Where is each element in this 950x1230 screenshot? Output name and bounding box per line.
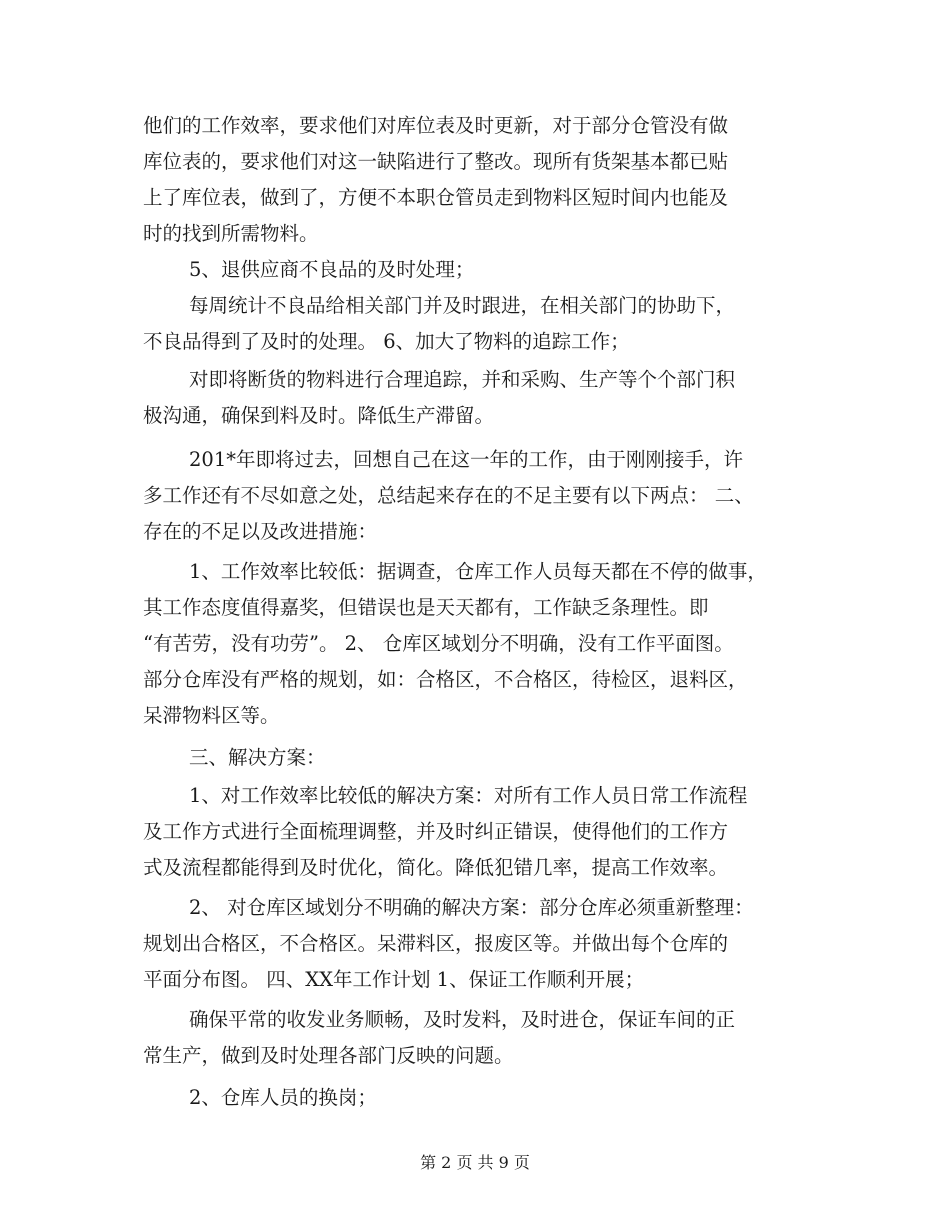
text-line: 规划出合格区，不合格区。呆滞料区，报废区等。并做出每个仓库的 [143,932,729,955]
text-line: 201*年即将过去，回想自己在这一年的工作，由于刚刚接手，许 [189,448,743,471]
text-line: 每周统计不良品给相关部门并及时跟进，在相关部门的协助下， [189,294,736,317]
text-line: 库位表的，要求他们对这一缺陷进行了整改。现所有货架基本都已贴 [143,150,729,173]
text-line: 2、仓库人员的换岗； [189,1086,377,1109]
text-line: 极沟通，确保到料及时。降低生产滞留。 [143,404,495,427]
text-line: 多工作还有不尽如意之处，总结起来存在的不足主要有以下两点： 二、 [143,484,754,507]
text-line: 平面分布图。 四、XX年工作计划 1、保证工作顺利开展； [143,968,645,991]
text-line: 式及流程都能得到及时优化，简化。降低犯错几率，提高工作效率。 [143,856,729,879]
text-line: 对即将断货的物料进行合理追踪，并和采购、生产等个个部门积 [189,368,736,391]
page-number-footer: 第 2 页 共 9 页 [420,1153,530,1172]
text-line: 5、退供应商不良品的及时处理； [189,258,475,281]
text-line: 存在的不足以及改进措施： [143,520,378,543]
text-line: 他们的工作效率，要求他们对库位表及时更新，对于部分仓管没有做 [143,114,729,137]
text-line: 上了库位表，做到了，方便不本职仓管员走到物料区短时间内也能及 [143,186,729,209]
text-line: 常生产，做到及时处理各部门反映的问题。 [143,1044,514,1067]
text-line: 时的找到所需物料。 [143,222,319,245]
text-line: 不良品得到了及时的处理。 6、加大了物料的追踪工作； [143,330,630,353]
text-line: 确保平常的收发业务顺畅，及时发料，及时进仓，保证车间的正 [189,1008,736,1031]
text-line: 及工作方式进行全面梳理调整，并及时纠正错误，使得他们的工作方 [143,820,729,843]
text-line: 2、 对仓库区域划分不明确的解决方案：部分仓库必须重新整理： [189,896,754,919]
text-line: 1、对工作效率比较低的解决方案：对所有工作人员日常工作流程 [189,784,748,807]
text-line: “有苦劳，没有功劳”。 2、 仓库区域划分不明确，没有工作平面图。 [143,632,734,655]
text-line: 部分仓库没有严格的规划，如：合格区，不合格区，待检区，退料区， [143,668,748,691]
text-line: 1、工作效率比较低：据调查，仓库工作人员每天都在不停的做事， [189,560,767,583]
text-line: 呆滞物料区等。 [143,704,280,727]
text-line: 三、解决方案： [189,746,326,769]
text-line: 其工作态度值得嘉奖，但错误也是天天都有，工作缺乏条理性。即 [143,596,709,619]
